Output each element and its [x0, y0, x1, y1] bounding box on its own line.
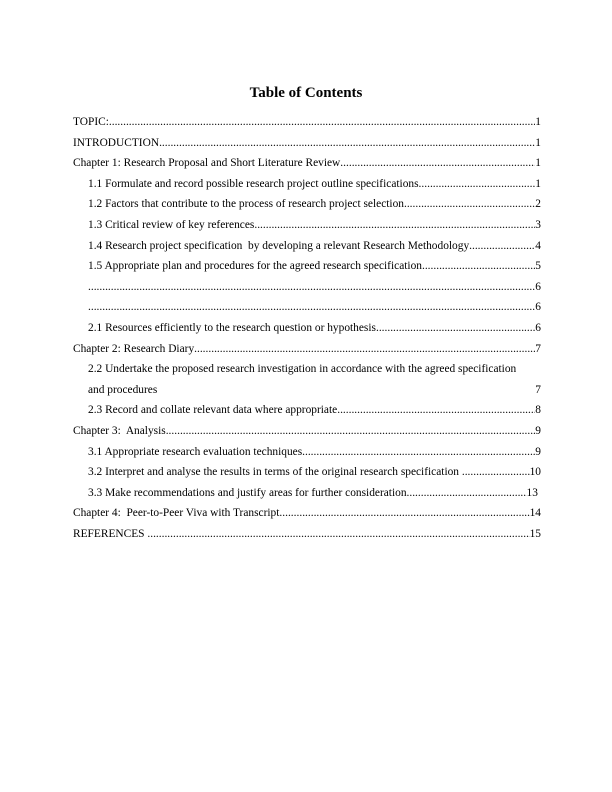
toc-entry-3-3[interactable] [73, 483, 541, 504]
dot-leader [337, 400, 535, 421]
dot-leader [254, 215, 535, 236]
toc-entry-topic[interactable] [73, 112, 541, 133]
toc-entry-title: 1.3 Critical review of key references [88, 218, 255, 231]
toc-entry-title: 3.2 Interpret and analyse the results in terms of the original research specification [88, 466, 462, 479]
toc-page-number: 7 [535, 383, 541, 396]
toc-entry-title: Chapter 1: Research Proposal and Short Literature Review [73, 157, 341, 170]
toc-heading: Table of Contents [249, 85, 363, 101]
toc-page-number: 8 [535, 404, 541, 417]
toc-page-number: 2 [535, 198, 541, 211]
toc-entry-title: REFERENCES [73, 527, 148, 540]
dot-leader [109, 112, 535, 133]
toc-entry-title: 1.4 Research project specification by developing a relevant Research Methodology [88, 239, 470, 252]
toc-entry-title: 1.5 Appropriate plan and procedures for the agreed research specification [88, 260, 422, 273]
toc-page-number: 15 [529, 527, 541, 540]
dot-leader [88, 277, 535, 298]
dot-leader [419, 174, 536, 195]
toc-entry-title: TOPIC: [73, 116, 109, 128]
toc-entry-title: Chapter 4: Peer-to-Peer Viva with Transcript [73, 507, 280, 520]
toc-page-number: 13 [526, 486, 538, 499]
toc-page-number: 7 [535, 342, 541, 355]
toc-entry-1-1[interactable] [73, 174, 541, 195]
dot-leader [340, 153, 535, 174]
dot-leader [166, 421, 536, 442]
dot-leader [422, 256, 535, 277]
toc-entry-chapter-1[interactable] [73, 153, 541, 174]
toc-entry-1-5[interactable] [73, 256, 541, 277]
toc-list [73, 112, 541, 544]
toc-page-number: 3 [535, 218, 541, 231]
toc-entry-2-2[interactable] [73, 359, 541, 400]
dot-leader [376, 318, 535, 339]
toc-page-number: 1 [535, 136, 541, 149]
toc-entry-chapter-4[interactable] [73, 503, 541, 524]
toc-entry-2-1[interactable] [73, 318, 541, 339]
toc-page-number: 6 [535, 301, 541, 314]
toc-page-number: 9 [535, 424, 541, 437]
toc-page-number: 5 [535, 260, 541, 273]
toc-entry-introduction[interactable] [73, 133, 541, 154]
toc-entry-chapter-3[interactable] [73, 421, 541, 442]
toc-page-number: 1 [535, 157, 541, 170]
toc-entry-blank-2[interactable] [73, 297, 541, 318]
dot-leader [404, 194, 535, 215]
toc-page-number: 10 [529, 466, 541, 479]
toc-entry-blank-1[interactable] [73, 277, 541, 298]
dot-leader [279, 503, 529, 524]
dot-leader [159, 133, 535, 154]
toc-entry-1-2[interactable] [73, 194, 541, 215]
toc-entry-title: 3.1 Appropriate research evaluation techniques [88, 445, 303, 458]
dot-leader [147, 524, 529, 545]
dot-leader [302, 442, 535, 463]
toc-entry-title-line-2: and procedures [88, 383, 158, 396]
toc-entry-title: 2.3 Record and collate relevant data where appropriate [88, 404, 338, 417]
dot-leader [462, 462, 530, 483]
toc-page-number: 9 [535, 445, 541, 458]
toc-entry-2-3[interactable] [73, 400, 541, 421]
toc-entry-title: 2.1 Resources efficiently to the research question or hypothesis [88, 321, 376, 334]
toc-entry-chapter-2[interactable] [73, 339, 541, 360]
dot-leader [194, 339, 535, 360]
toc-entry-title: 3.3 Make recommendations and justify areas for further consideration [88, 486, 407, 499]
toc-entry-1-4[interactable] [73, 236, 541, 257]
toc-entry-title-line-1: 2.2 Undertake the proposed research investigation in accordance with the agreed specification [88, 363, 517, 376]
toc-entry-title: 1.2 Factors that contribute to the process of research project selection [88, 198, 404, 211]
dot-leader [469, 236, 535, 257]
dot-leader [407, 483, 527, 504]
toc-entry-title: 1.1 Formulate and record possible research project outline specifications [88, 177, 419, 190]
toc-entry-title: Chapter 2: Research Diary [73, 342, 195, 355]
toc-page-number: 14 [529, 507, 541, 520]
toc-page-number: 6 [535, 321, 541, 334]
dot-leader [88, 297, 535, 318]
toc-entry-title: Chapter 3: Analysis [73, 424, 166, 437]
toc-entry-references[interactable] [73, 524, 541, 545]
toc-page-number: 1 [535, 177, 541, 190]
toc-page-number: 6 [535, 280, 541, 293]
toc-entry-3-2[interactable] [73, 462, 541, 483]
toc-entry-title: INTRODUCTION [73, 136, 160, 149]
toc-page-number: 4 [535, 239, 541, 252]
toc-page-number: 1 [535, 116, 541, 128]
toc-entry-3-1[interactable] [73, 442, 541, 463]
toc-entry-1-3[interactable] [73, 215, 541, 236]
